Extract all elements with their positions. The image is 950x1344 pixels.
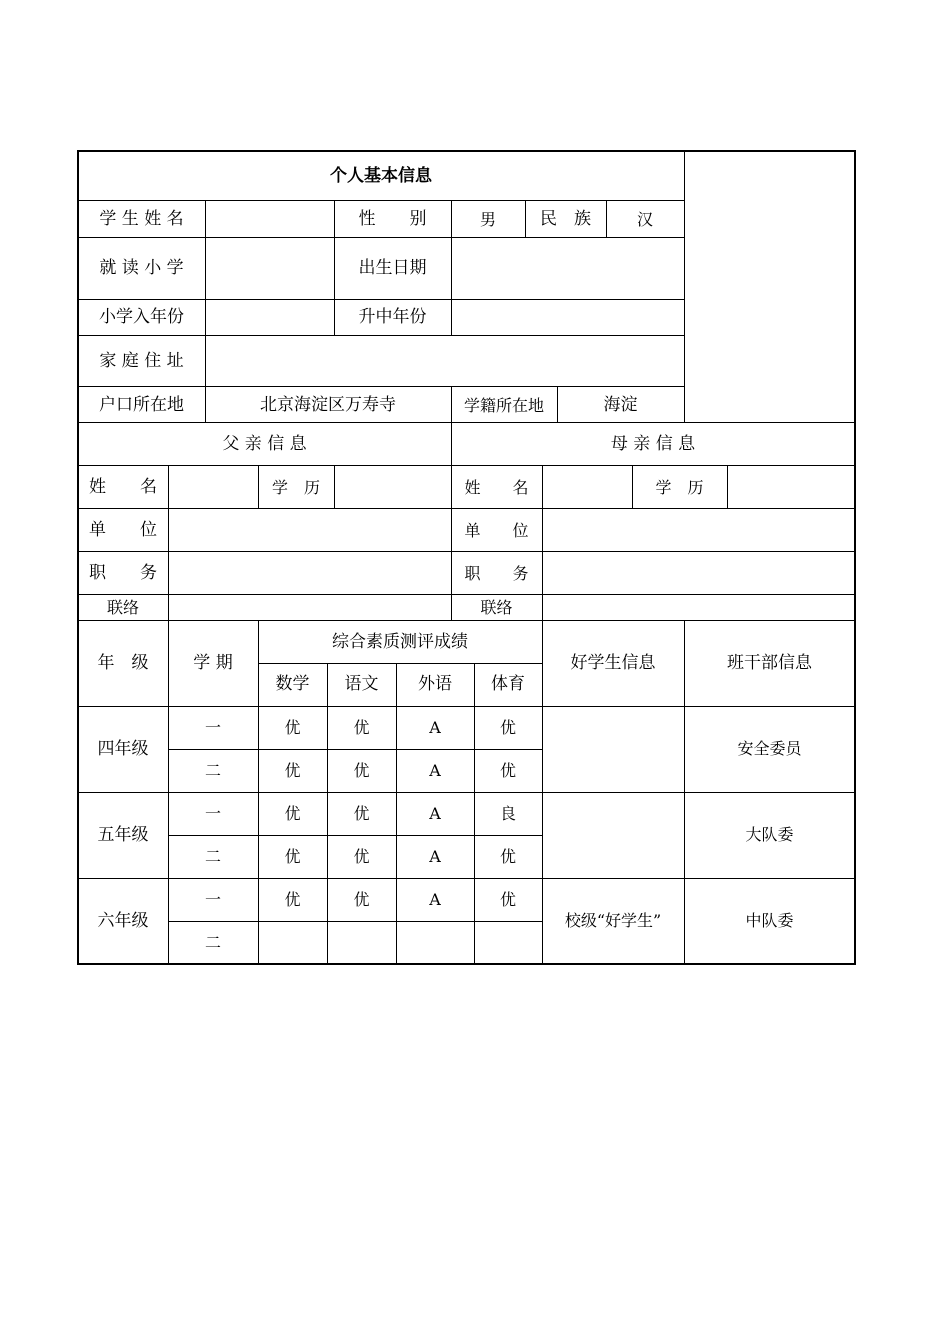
grade-header: 年 级 xyxy=(97,653,149,673)
score-cell: 优 xyxy=(284,847,301,866)
hline xyxy=(78,878,855,879)
hline xyxy=(168,921,542,922)
term-label: 二 xyxy=(204,761,221,780)
school-registration-label: 学籍所在地 xyxy=(463,396,544,415)
hukou-label: 户口所在地 xyxy=(99,395,184,415)
hline xyxy=(78,792,855,793)
score-cell: 优 xyxy=(284,761,301,780)
cadre-cell: 大队委 xyxy=(745,825,794,844)
term-header: 学 期 xyxy=(193,653,233,673)
hline xyxy=(258,663,542,664)
good-student-header: 好学生信息 xyxy=(570,653,656,673)
vline xyxy=(334,465,335,508)
score-cell: 优 xyxy=(499,890,516,909)
border-top xyxy=(77,150,856,152)
grade-label: 五年级 xyxy=(97,825,149,845)
score-cell: 优 xyxy=(499,847,516,866)
home-address-label: 家 庭 住 址 xyxy=(99,351,184,371)
score-cell: A xyxy=(429,804,441,823)
term-label: 一 xyxy=(204,890,221,909)
score-cell: 优 xyxy=(353,718,370,737)
school-registration-value: 海淀 xyxy=(603,395,638,415)
photo-divider xyxy=(684,150,685,422)
score-cell: 优 xyxy=(499,718,516,737)
hline xyxy=(168,749,542,750)
score-cell: 优 xyxy=(284,804,301,823)
score-cell: 优 xyxy=(353,804,370,823)
hline xyxy=(78,422,855,423)
hline xyxy=(78,508,855,509)
score-cell: 优 xyxy=(353,761,370,780)
cadre-cell: 中队委 xyxy=(745,911,794,930)
term-label: 二 xyxy=(204,847,221,866)
gender-label: 性 别 xyxy=(358,209,427,229)
vline xyxy=(205,200,206,422)
subject-chinese: 语文 xyxy=(344,674,379,694)
grade-label: 四年级 xyxy=(97,739,149,759)
hline xyxy=(78,299,684,300)
student-name-label: 学 生 姓 名 xyxy=(99,209,184,229)
score-cell: A xyxy=(429,718,441,737)
term-label: 二 xyxy=(204,933,221,952)
promotion-year-label: 升中年份 xyxy=(358,307,427,327)
subject-pe: 体育 xyxy=(491,674,525,694)
grade-label: 六年级 xyxy=(97,911,149,931)
mother-education-label: 学 历 xyxy=(655,478,704,497)
father-employer-label: 单 位 xyxy=(89,520,157,540)
score-cell: 优 xyxy=(284,718,301,737)
score-cell: 良 xyxy=(499,804,516,823)
school-label: 就 读 小 学 xyxy=(99,258,184,278)
cadre-header: 班干部信息 xyxy=(727,653,812,673)
vline xyxy=(727,465,728,508)
cadre-cell: 安全委员 xyxy=(737,739,802,758)
subject-math: 数学 xyxy=(275,674,310,694)
score-cell: A xyxy=(429,890,441,909)
vline xyxy=(542,465,543,620)
score-cell: 优 xyxy=(353,890,370,909)
good-student-cell: 校级“好学生” xyxy=(564,911,662,930)
birth-date-label: 出生日期 xyxy=(358,258,427,278)
hline xyxy=(78,200,684,201)
father-info-header: 父 亲 信 息 xyxy=(222,434,307,454)
mother-name-label: 姓 名 xyxy=(464,478,529,497)
father-name-label: 姓 名 xyxy=(89,477,157,497)
term-label: 一 xyxy=(204,718,221,737)
ethnicity-label: 民 族 xyxy=(540,209,591,229)
mother-info-header: 母 亲 信 息 xyxy=(610,434,696,454)
hline xyxy=(78,594,855,595)
father-education-label: 学 历 xyxy=(271,478,320,497)
mother-position-label: 职 务 xyxy=(464,564,529,583)
score-cell: 优 xyxy=(499,761,516,780)
hline xyxy=(78,386,684,387)
mother-employer-label: 单 位 xyxy=(464,521,529,540)
hline xyxy=(78,237,684,238)
score-cell: 优 xyxy=(353,847,370,866)
hline xyxy=(78,465,855,466)
score-cell: 优 xyxy=(284,890,301,909)
score-cell: A xyxy=(429,847,441,866)
score-header: 综合素质测评成绩 xyxy=(332,632,468,652)
hukou-value: 北京海淀区万寿寺 xyxy=(260,395,396,415)
vline xyxy=(168,465,169,620)
form-title: 个人基本信息 xyxy=(330,166,432,186)
ethnicity-value: 汉 xyxy=(636,210,653,229)
mother-contact-label: 联络 xyxy=(480,598,513,617)
hline xyxy=(168,963,542,965)
father-contact-label: 联络 xyxy=(106,598,139,617)
score-cell: A xyxy=(429,761,441,780)
hline xyxy=(78,706,855,707)
subject-foreign-language: 外语 xyxy=(418,674,452,694)
term-label: 一 xyxy=(204,804,221,823)
hline xyxy=(78,620,855,621)
father-position-label: 职 务 xyxy=(89,563,157,583)
hline xyxy=(168,835,542,836)
entry-year-label: 小学入年份 xyxy=(99,307,184,327)
hline xyxy=(78,551,855,552)
hline xyxy=(78,335,684,336)
gender-value: 男 xyxy=(479,210,496,229)
